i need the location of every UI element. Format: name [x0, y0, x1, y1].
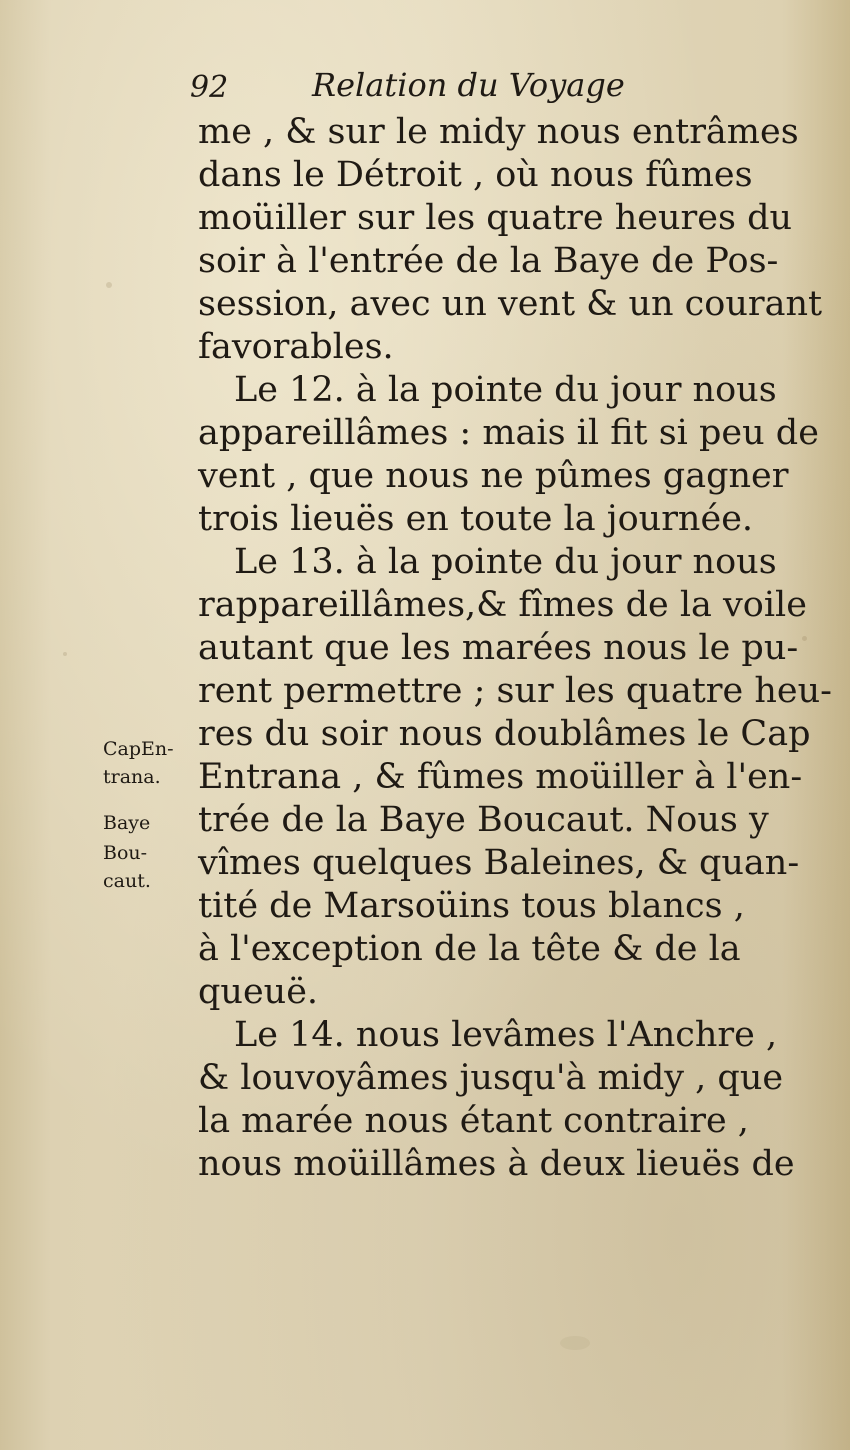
text-line: rappareillâmes,& fîmes de la voile: [198, 585, 807, 625]
margin-note: caut.: [103, 870, 151, 892]
text-line: trée de la Baye Boucaut. Nous y: [198, 800, 769, 840]
paper-stain: [802, 636, 807, 641]
paragraph-start-line: Le 13. à la pointe du jour nous: [234, 542, 777, 582]
margin-note: Bou-: [103, 842, 148, 864]
text-line: la marée nous étant contraire ,: [198, 1101, 749, 1141]
text-line: & louvoyâmes jusqu'à midy , que: [198, 1058, 784, 1098]
text-line: vîmes quelques Baleines, & quan-: [198, 843, 800, 883]
text-line: à l'exception de la tête & de la: [198, 929, 741, 969]
text-line: nous moüillâmes à deux lieuës de: [198, 1144, 795, 1184]
margin-note: Baye: [103, 812, 151, 834]
text-line: autant que les marées nous le pu-: [198, 628, 799, 668]
text-line: me , & sur le midy nous entrâmes: [198, 112, 799, 152]
paragraph-start-line: Le 14. nous levâmes l'Anchre ,: [234, 1015, 778, 1055]
margin-note: trana.: [103, 766, 161, 788]
text-line: session, avec un vent & un courant: [198, 284, 823, 324]
text-line: queuë.: [198, 972, 319, 1012]
text-line: trois lieuës en toute la journée.: [198, 499, 754, 539]
paper-stain: [106, 282, 112, 288]
text-line: appareillâmes : mais il fit si peu de: [198, 413, 819, 453]
margin-note: CapEn-: [103, 738, 174, 760]
paper-stain: [560, 1336, 590, 1350]
page-number: 92: [190, 70, 229, 105]
text-line: dans le Détroit , où nous fûmes: [198, 155, 753, 195]
text-line: Entrana , & fûmes moüiller à l'en-: [198, 757, 803, 797]
page-header: [190, 66, 630, 106]
text-line: favorables.: [198, 327, 394, 367]
running-head: Relation du Voyage: [312, 66, 625, 104]
text-line: res du soir nous doublâmes le Cap: [198, 714, 811, 754]
text-line: rent permettre ; sur les quatre heu-: [198, 671, 832, 711]
paragraph-start-line: Le 12. à la pointe du jour nous: [234, 370, 777, 410]
text-line: soir à l'entrée de la Baye de Pos-: [198, 241, 779, 281]
paper-stain: [63, 652, 67, 656]
text-line: vent , que nous ne pûmes gagner: [198, 456, 789, 496]
text-line: tité de Marsoüins tous blancs ,: [198, 886, 745, 926]
text-line: moüiller sur les quatre heures du: [198, 198, 793, 238]
